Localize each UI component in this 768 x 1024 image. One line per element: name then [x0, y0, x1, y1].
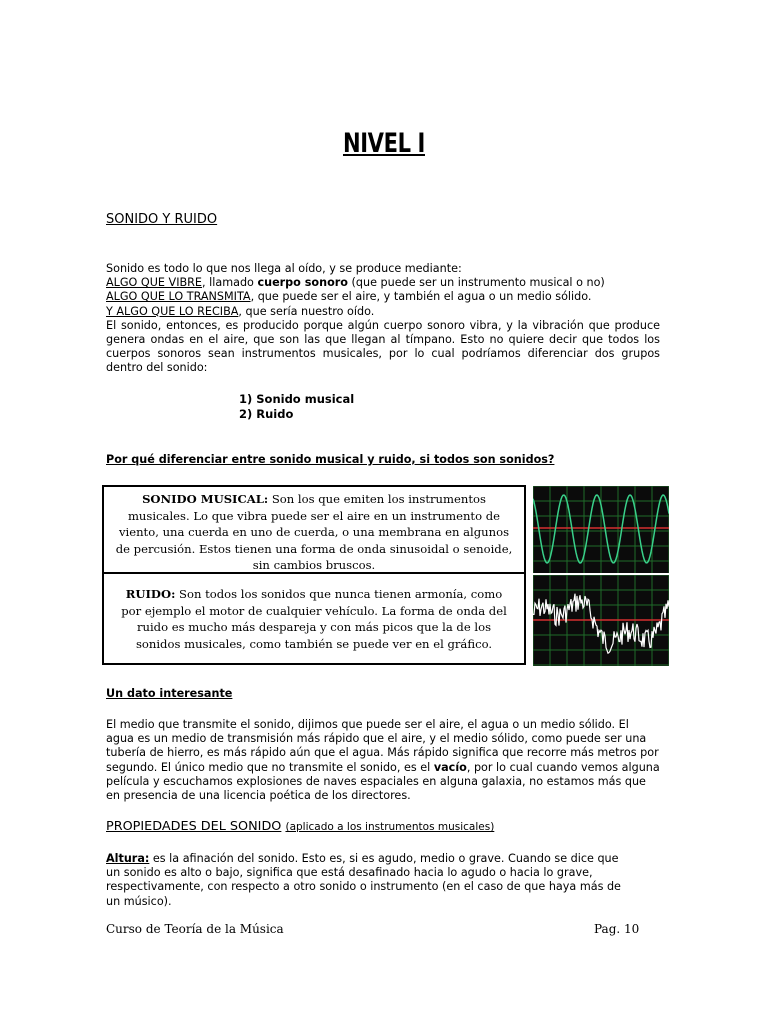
ruido-label: RUIDO: [125, 587, 176, 601]
transmit-line [106, 290, 660, 304]
section-heading-dato: Un dato interesante [106, 687, 233, 700]
transmit-label: ALGO QUE LO TRANSMITA [106, 290, 251, 304]
sine-wave-image [533, 486, 669, 573]
musical-label: SONIDO MUSICAL: [142, 492, 269, 506]
receive-label: Y ALGO QUE LO RECIBA [106, 304, 239, 318]
vibrate-bold: cuerpo sonoro [257, 276, 348, 290]
transmit-text: , que puede ser el aire, y también el agua o un medio sólido. [250, 290, 592, 304]
footer-page-number: Pag. 10 [594, 922, 640, 936]
propiedades-subtitle: (aplicado a los instrumentos musicales) [285, 821, 495, 833]
intro-line: Sonido es todo lo que nos llega al oído, y se produce mediante: [106, 262, 462, 275]
vibrate-text-a: , llamado [202, 276, 258, 290]
altura-text: es la afinación del sonido. Esto es, si es agudo, medio o grave. Cuando se dice que un sonido es alto o bajo, significa que está desafinado hacia lo agudo o hacia lo grave, respectivamente, con respecto a otro sonido o instrumento (en el caso de que haya más de un músico). [106, 852, 621, 908]
dato-text-b: , por lo cual cuando vemos alguna película y escuchamos explosiones de naves espaciales en alguna galaxia, no estamos más que en presencia de una licencia poética de los directores. [106, 760, 660, 803]
vibrate-line [106, 276, 660, 290]
comparison-table [102, 485, 526, 665]
noise-wave-image [533, 575, 669, 666]
list-item: 2) Ruido [239, 407, 294, 421]
sine-wave-graphic [533, 486, 669, 573]
sound-groups-list [239, 392, 354, 422]
noise-wave-graphic [533, 575, 669, 666]
propiedades-title: PROPIEDADES DEL SONIDO [106, 819, 282, 834]
section-heading-propiedades [106, 819, 494, 834]
altura-label: Altura: [106, 852, 150, 865]
receive-line [106, 305, 660, 319]
musical-text: Son los que emiten los instrumentos musicales. Lo que vibra puede ser el aire en un instrumento de viento, una cuerda en uno de cuerda, o una membrana en algunos de percusión. Estos tienen una forma de onda sinusoidal o senoide, sin cambios bruscos. [115, 492, 513, 573]
sound-paragraph: El sonido, entonces, es producido porque algún cuerpo sonoro vibra, y la vibración que produce genera ondas en el aire, que son las que llegan al tímpano. Esto no quiere decir que todos los cuerpos sonoros sean instrumentos musicales, por lo cual podríamos diferenciar dos grupos dentro del sonido: [106, 318, 660, 375]
receive-text: , que sería nuestro oído. [238, 304, 375, 318]
ruido-cell [104, 576, 524, 663]
dato-text-a: El medio que transmite el sonido, dijimos que puede ser el aire, el agua o un medio sólido. El agua es un medio de transmisión más rápido que el aire, y el medio sólido, como puede ser una tubería de hierro, es más rápido aún que el agua. Más rápido significa que recorre más metros por segundo. El único medio que no transmite el sonido, es el [106, 718, 659, 774]
page-title: NIVEL I [342, 128, 425, 159]
section-heading-sonido-ruido: SONIDO Y RUIDO [106, 212, 218, 227]
dato-paragraph [106, 718, 660, 803]
altura-paragraph [106, 852, 636, 909]
footer-course-title: Curso de Teoría de la Música [106, 922, 284, 936]
musical-cell [104, 487, 524, 574]
list-item: 1) Sonido musical [239, 392, 355, 406]
dato-bold: vacío [433, 760, 467, 774]
vibrate-label: ALGO QUE VIBRE [106, 276, 203, 290]
ruido-text: Son todos los sonidos que nunca tienen armonía, como por ejemplo el motor de cualquier vehículo. La forma de onda del ruido es mucho más despareja y con más picos que la de los sonidos musicales, como también se puede ver en el gráfico. [121, 587, 507, 651]
vibrate-text-c: (que puede ser un instrumento musical o no) [347, 276, 605, 290]
question-heading: Por qué diferenciar entre sonido musical y ruido, si todos son sonidos? [106, 453, 555, 466]
intro-paragraph [106, 262, 660, 376]
